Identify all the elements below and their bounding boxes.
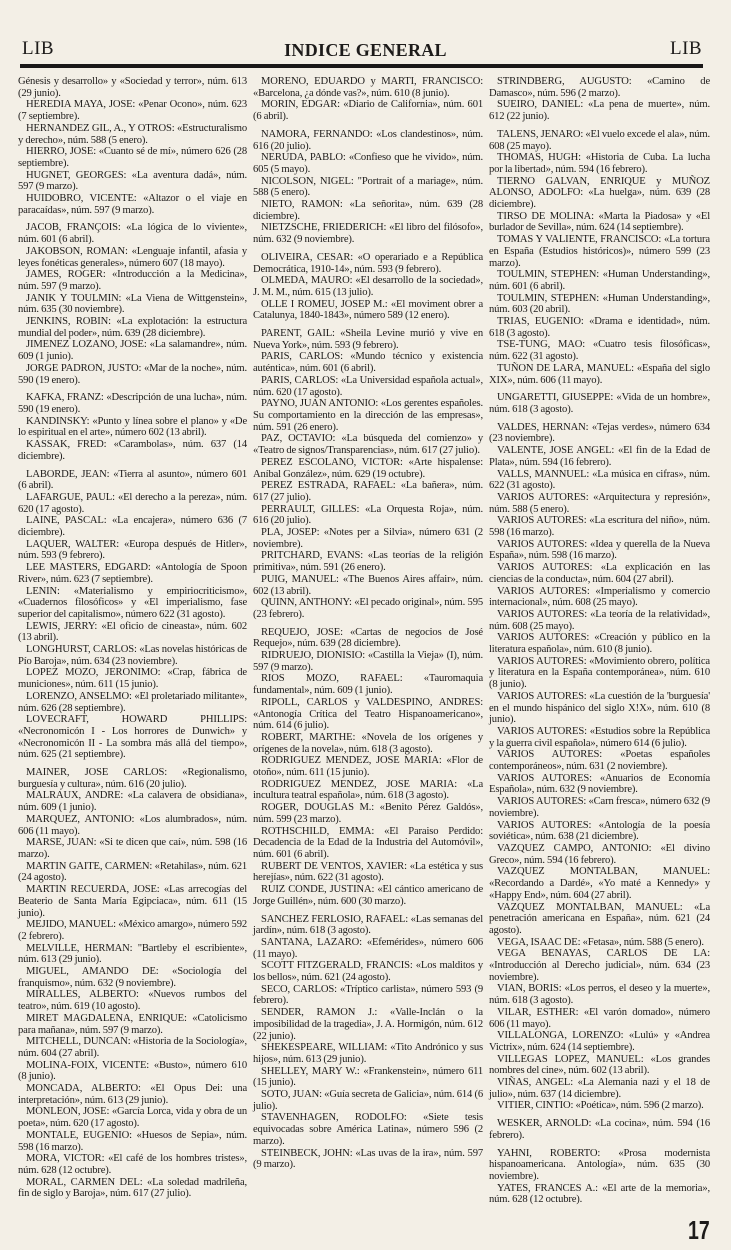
index-entry: WESKER, ARNOLD: «La cocina», núm. 594 (16 febrero). bbox=[489, 1118, 710, 1141]
index-entry: MORIN, EDGAR: «Diario de California», núm. 601 (6 abril). bbox=[253, 99, 483, 123]
index-entry: PAYNO, JUAN ANTONIO: «Los gerentes españoles. Su comportamiento en la dirección de las empresas», núm. 591 (26 enero). bbox=[253, 398, 483, 433]
letter-group bbox=[18, 767, 247, 1200]
index-entry: RIOS MOZO, RAFAEL: «Tauromaquia fundamental», núm. 609 (1 junio). bbox=[253, 673, 483, 697]
index-entry: NICOLSON, NIGEL: "Portrait of a mariage», núm. 588 (5 enero). bbox=[253, 175, 483, 199]
letter-group bbox=[253, 252, 483, 322]
letter-group bbox=[18, 76, 247, 216]
index-entry: PARIS, CARLOS: «La Universidad española actual», núm. 620 (17 agosto). bbox=[253, 374, 483, 398]
index-entry: Génesis y desarrollo» y «Sociedad y terror», núm. 613 (29 junio). bbox=[18, 76, 247, 99]
index-entry: STAVENHAGEN, RODOLFO: «Siete tesis equivocadas sobre América Latina», número 596 (2 marzo). bbox=[253, 1112, 483, 1147]
index-entry: LENIN: «Materialismo y empiriocriticismo», «Cuadernos filosóficos» y «El imperialismo, fase superior del capitalismo», número 622 (31 agosto). bbox=[18, 585, 247, 620]
index-entry: LEWIS, JERRY: «El oficio de cineasta», núm. 602 (13 abril). bbox=[18, 620, 247, 644]
index-entry: ROBERT, MARTHE: «Novela de los orígenes y orígenes de la novela», núm. 618 (3 agosto). bbox=[253, 731, 483, 755]
index-entry: VARIOS AUTORES: «Creación y público en la literatura española», núm. 610 (8 junio). bbox=[489, 632, 710, 656]
letter-group bbox=[489, 422, 710, 1112]
index-entry: VEGA BENAYAS, CARLOS DE LA: «Introducción al Derecho judicial», núm. 634 (23 noviembre). bbox=[489, 948, 710, 983]
index-entry: VAZQUEZ MONTALBAN, MANUEL: «La penetración americana en España», núm. 621 (24 agosto). bbox=[489, 901, 710, 936]
index-entry: SENDER, RAMON J.: «Valle-Inclán o la imposibilidad de la tragedia», J. A. Hormigón, núm. 612 (22 junio). bbox=[253, 1007, 483, 1042]
index-entry: MALRAUX, ANDRE: «La calavera de obsidiana», núm. 609 (1 junio). bbox=[18, 790, 247, 814]
index-entry: VARIOS AUTORES: «Estudios sobre la República y la guerra civil española», número 614 (6 julio). bbox=[489, 725, 710, 749]
index-entry: TIRSO DE MOLINA: «Marta la Piadosa» y «El burlador de Sevilla», núm. 624 (14 septiembre). bbox=[489, 210, 710, 234]
index-entry: TIERNO GALVAN, ENRIQUE y MUÑOZ ALONSO, ADOLFO: «La huelga», núm. 639 (28 diciembre). bbox=[489, 175, 710, 211]
index-entry: VALENTE, JOSE ANGEL: «El fin de la Edad de Plata», núm. 594 (16 febrero). bbox=[489, 445, 710, 468]
letter-group bbox=[253, 914, 483, 1171]
index-entry: UNGARETTI, GIUSEPPE: «Vida de un hombre», núm. 618 (3 agosto). bbox=[489, 392, 710, 415]
index-entry: PARIS, CARLOS: «Mundo técnico y existencia auténtica», núm. 601 (6 abril). bbox=[253, 351, 483, 375]
letter-group bbox=[489, 76, 710, 123]
letter-group bbox=[253, 328, 483, 621]
index-entry: MARSE, JUAN: «Si te dicen que caí», núm. 598 (16 marzo). bbox=[18, 837, 247, 860]
index-entry: JANIK Y TOULMIN: «La Viena de Wittgenstein», núm. 635 (30 noviembre). bbox=[18, 292, 247, 316]
letter-group bbox=[253, 129, 483, 246]
index-entry: VARIOS AUTORES: «Antología de la poesía soviética», núm. 638 (21 diciembre). bbox=[489, 819, 710, 843]
index-entry: VARIOS AUTORES: «Anuarios de Economía Española», núm. 632 (9 noviembre). bbox=[489, 772, 710, 796]
index-entry: MORENO, EDUARDO y MARTI, FRANCISCO: «Barcelona, ¿a dónde vas?», núm. 610 (8 junio). bbox=[253, 76, 483, 99]
letter-group bbox=[253, 76, 483, 123]
index-entry: RIPOLL, CARLOS y VALDESPINO, ANDRES: «Antonogía Crítica del Teatro Hispanoamericano», núm. 614 (6 julio). bbox=[253, 696, 483, 732]
index-entry: MORAL, CARMEN DEL: «La soledad madrileña, fin de siglo y Baroja», núm. 617 (27 julio). bbox=[18, 1176, 247, 1200]
index-entry: TUÑON DE LARA, MANUEL: «España del siglo XIX», núm. 606 (11 mayo). bbox=[489, 362, 710, 386]
index-entry: YAHNI, ROBERTO: «Prosa modernista hispanoamericana. Antología», núm. 635 (30 noviembre). bbox=[489, 1147, 710, 1182]
index-entry: MONTALE, EUGENIO: «Huesos de Sepia», núm. 598 (16 marzo). bbox=[18, 1129, 247, 1153]
index-entry: RIDRUEJO, DIONISIO: «Castilla la Vieja» (I), núm. 597 (9 marzo). bbox=[253, 650, 483, 673]
index-entry: PUIG, MANUEL: «The Buenos Aires affair», núm. 602 (13 abril). bbox=[253, 573, 483, 597]
letter-group bbox=[489, 392, 710, 415]
index-entry: MORA, VICTOR: «El café de los hombres tristes», núm. 628 (12 octubre). bbox=[18, 1153, 247, 1176]
index-entry: STRINDBERG, AUGUSTO: «Camino de Damasco», núm. 596 (2 marzo). bbox=[489, 76, 710, 99]
index-entry: PERRAULT, GILLES: «La Orquesta Roja», núm. 616 (20 julio). bbox=[253, 503, 483, 527]
letter-group bbox=[18, 222, 247, 386]
index-entry: KASSAK, FRED: «Carambolas», núm. 637 (14 diciembre). bbox=[18, 439, 247, 462]
index-entry: TOULMIN, STEPHEN: «Human Understanding», núm. 601 (6 abril). bbox=[489, 269, 710, 292]
index-entry: LAINE, PASCAL: «La encajera», número 636 (7 diciembre). bbox=[18, 515, 247, 539]
index-entry: VARIOS AUTORES: «La teoría de la relatividad», núm. 608 (25 mayo). bbox=[489, 608, 710, 632]
index-entry: QUINN, ANTHONY: «El pecado original», núm. 595 (23 febrero). bbox=[253, 597, 483, 620]
running-head-left: LIB bbox=[22, 38, 55, 59]
index-entry: SANTANA, LAZARO: «Efemérides», número 606 (11 mayo). bbox=[253, 936, 483, 960]
index-entry: LAFARGUE, PAUL: «El derecho a la pereza», núm. 620 (17 agosto). bbox=[18, 491, 247, 515]
index-entry: LAQUER, WALTER: «Europa después de Hitler», núm. 593 (9 febrero). bbox=[18, 538, 247, 562]
index-entry: HUGNET, GEORGES: «La aventura dadá», núm. 597 (9 marzo). bbox=[18, 169, 247, 193]
index-entry: JAMES, ROGER: «Introducción a la Medicina», núm. 597 (9 marzo). bbox=[18, 269, 247, 292]
index-entry: VIÑAS, ANGEL: «La Alemania nazi y el 18 de julio», núm. 637 (14 diciembre). bbox=[489, 1077, 710, 1100]
index-entry: JORGE PADRON, JUSTO: «Mar de la noche», núm. 590 (19 enero). bbox=[18, 362, 247, 386]
index-entry: RUBERT DE VENTOS, XAVIER: «La estética y sus herejías», núm. 622 (31 agosto). bbox=[253, 860, 483, 884]
index-entry: HEREDIA MAYA, JOSE: «Penar Ocono», núm. 623 (7 septiembre). bbox=[18, 99, 247, 123]
index-entry: SANCHEZ FERLOSIO, RAFAEL: «Las semanas del jardín», núm. 618 (3 agosto). bbox=[253, 913, 483, 937]
index-entry: VARIOS AUTORES: «Imperialismo y comercio internacional», núm. 608 (25 mayo). bbox=[489, 585, 710, 609]
index-entry: RODRIGUEZ MENDEZ, JOSE MARIA: «Flor de otoño», núm. 611 (15 junio). bbox=[253, 755, 483, 779]
index-entry: JIMENEZ LOZANO, JOSE: «La salamandre», núm. 609 (1 junio). bbox=[18, 339, 247, 363]
index-entry: OLIVEIRA, CESAR: «O operariado e a República Democrática, 1910-14», núm. 593 (9 febrero). bbox=[253, 251, 483, 275]
index-entry: RODRIGUEZ MENDEZ, JOSE MARIA: «La incultura teatral española», núm. 618 (3 agosto). bbox=[253, 778, 483, 802]
index-entry: MAINER, JOSE CARLOS: «Regionalismo, burguesía y cultura», núm. 616 (20 julio). bbox=[18, 767, 247, 790]
index-entry: JAKOBSON, ROMAN: «Lenguaje infantil, afasia y leyes fonéticas generales», número 607 (18 mayo). bbox=[18, 245, 247, 269]
index-entry: STEINBECK, JOHN: «Las uvas de la ira», núm. 597 (9 marzo). bbox=[253, 1147, 483, 1171]
index-entry: SOTO, JUAN: «Guía secreta de Galicia», núm. 614 (6 julio). bbox=[253, 1089, 483, 1112]
index-entry: MITCHELL, DUNCAN: «Historia de la Sociología», núm. 604 (27 abril). bbox=[18, 1036, 247, 1059]
index-entry: MEJIDO, MANUEL: «México amargo», número 592 (2 febrero). bbox=[18, 919, 247, 942]
index-entry: TALENS, JENARO: «El vuelo excede el ala», núm. 608 (25 mayo). bbox=[489, 128, 710, 152]
index-entry: NAMORA, FERNANDO: «Los clandestinos», núm. 616 (20 julio). bbox=[253, 128, 483, 152]
index-entry: VILAR, ESTHER: «El varón domado», número 606 (11 mayo). bbox=[489, 1006, 710, 1030]
index-entry: VARIOS AUTORES: «La escritura del niño», núm. 598 (16 marzo). bbox=[489, 515, 710, 539]
index-entry: TSE-TUNG, MAO: «Cuatro tesis filosóficas», núm. 622 (31 agosto). bbox=[489, 339, 710, 363]
running-head-right: LIB bbox=[670, 38, 703, 59]
index-entry: HUIDOBRO, VICENTE: «Altazor o el viaje en paracaídas», núm. 597 (9 marzo). bbox=[18, 193, 247, 216]
index-entry: ROTHSCHILD, EMMA: «El Paraiso Perdido: Decadencia de la Edad de la Industria del Automóvil», núm. 601 (6 abril). bbox=[253, 825, 483, 860]
index-entry: MIRALLES, ALBERTO: «Nuevos rumbos del teatro», núm. 619 (10 agosto). bbox=[18, 989, 247, 1013]
index-entry: VAZQUEZ CAMPO, ANTONIO: «El divino Greco», núm. 594 (16 febrero). bbox=[489, 843, 710, 866]
index-entry: LOPEZ MOZO, JERONIMO: «Crap, fábrica de municiones», núm. 611 (15 junio). bbox=[18, 667, 247, 691]
index-entry: MIRET MAGDALENA, ENRIQUE: «Catolicismo para mañana», núm. 597 (9 marzo). bbox=[18, 1012, 247, 1036]
index-entry: THOMAS, HUGH: «Historia de Cuba. La lucha por la libertad», núm. 594 (16 febrero). bbox=[489, 152, 710, 175]
index-entry: PARENT, GAIL: «Sheila Levine murió y vive en Nueva York», núm. 593 (9 febrero). bbox=[253, 328, 483, 351]
index-entry: JENKINS, ROBIN: «La explotación: la estructura mundial del poder», núm. 639 (28 diciembre). bbox=[18, 316, 247, 339]
index-column-1 bbox=[18, 76, 247, 1206]
index-entry: LONGHURST, CARLOS: «Las novelas históricas de Pío Baroja», núm. 634 (23 noviembre). bbox=[18, 644, 247, 667]
index-entry: YATES, FRANCES A.: «El arte de la memoria», núm. 628 (12 octubre). bbox=[489, 1182, 710, 1206]
index-entry: OLLE I ROMEU, JOSEP M.: «El moviment obrer a Catalunya, 1840-1843», número 589 (12 enero). bbox=[253, 298, 483, 322]
letter-group bbox=[489, 1118, 710, 1141]
index-entry: VAZQUEZ MONTALBAN, MANUEL: «Recordando a Dardé», «Yo maté a Kennedy» y «Happy End», núm. 604 (27 abril). bbox=[489, 866, 710, 901]
index-entry: VARIOS AUTORES: «Poetas españoles contemporáneos», núm. 631 (2 noviembre). bbox=[489, 749, 710, 773]
index-entry: VARIOS AUTORES: «Idea y querella de la Nueva España», núm. 598 (16 marzo). bbox=[489, 538, 710, 562]
index-entry: SUEIRO, DANIEL: «La pena de muerte», núm. 612 (22 junio). bbox=[489, 99, 710, 123]
page-number: 17 bbox=[688, 1215, 710, 1245]
index-entry: MOLINA-FOIX, VICENTE: «Busto», número 610 (8 junio). bbox=[18, 1059, 247, 1083]
index-entry: MELVILLE, HERMAN: "Bartleby el escribiente», núm. 613 (29 junio). bbox=[18, 942, 247, 966]
letter-group bbox=[18, 469, 247, 762]
index-column-3 bbox=[489, 76, 710, 1212]
index-entry: REQUEJO, JOSE: «Cartas de negocios de José Requejo», núm. 639 (28 diciembre). bbox=[253, 626, 483, 650]
index-entry: VIAN, BORIS: «Los perros, el deseo y la muerte», núm. 618 (3 agosto). bbox=[489, 983, 710, 1007]
index-entry: TOMAS Y VALIENTE, FRANCISCO: «La tortura en España (Estudios históricos)», número 599 (23 marzo). bbox=[489, 234, 710, 269]
index-entry: KAFKA, FRANZ: «Descripción de una lucha», núm. 590 (19 enero). bbox=[18, 392, 247, 415]
index-entry: VARIOS AUTORES: «La explicación en las ciencias de la conducta», núm. 604 (27 abril). bbox=[489, 562, 710, 585]
index-entry: RUIZ CONDE, JUSTINA: «El cántico americano de Jorge Guillén», núm. 600 (30 marzo). bbox=[253, 884, 483, 907]
index-entry: LOVECRAFT, HOWARD PHILLIPS: «Necronomicón I - Los horrores de Dunwich» y «Necronomicón II - La sombra más allá del tiempo», núm. 625 (21 septiembre). bbox=[18, 714, 247, 761]
index-entry: NIETO, RAMON: «La señorita», núm. 639 (28 diciembre). bbox=[253, 199, 483, 222]
header-rule bbox=[20, 64, 703, 68]
index-entry: VILLALONGA, LORENZO: «Lulú» y «Andrea Victrix», núm. 624 (14 septiembre). bbox=[489, 1030, 710, 1053]
index-entry: VITIER, CINTIO: «Poética», núm. 596 (2 marzo). bbox=[497, 1100, 704, 1112]
index-entry: MONCADA, ALBERTO: «El Opus Dei: una interpretación», núm. 613 (29 junio). bbox=[18, 1083, 247, 1106]
index-entry: VILLEGAS LOPEZ, MANUEL: «Los grandes nombres del cine», núm. 602 (13 abril). bbox=[489, 1053, 710, 1077]
letter-group bbox=[18, 392, 247, 462]
index-entry: PEREZ ESCOLANO, VICTOR: «Arte hispalense: Aníbal González», núm. 629 (19 octubre). bbox=[253, 456, 483, 480]
index-entry: PAZ, OCTAVIO: «La búsqueda del comienzo» y «Teatro de signos/Transparencias», núm. 617 (27 julio). bbox=[253, 433, 483, 457]
index-entry: HIERRO, JOSE: «Cuanto sé de mí», número 626 (28 septiembre). bbox=[18, 146, 247, 169]
index-entry: TOULMIN, STEPHEN: «Human Understanding», núm. 603 (20 abril). bbox=[489, 292, 710, 316]
index-entry: KANDINSKY: «Punto y línea sobre el plano» y «De lo espiritual en el arte», número 602 (13 abril). bbox=[18, 415, 247, 439]
index-entry: SHEKESPEARE, WILLIAM: «Tito Andrónico y sus hijos», núm. 613 (29 junio). bbox=[253, 1042, 483, 1065]
index-entry: MARTIN GAITE, CARMEN: «Retahilas», núm. 621 (24 agosto). bbox=[18, 860, 247, 884]
index-entry: PLA, JOSEP: «Notes per a Silvia», número 631 (2 noviembre). bbox=[253, 527, 483, 550]
index-entry: SECO, CARLOS: «Tríptico carlista», número 593 (9 febrero). bbox=[253, 983, 483, 1007]
index-column-2 bbox=[253, 76, 483, 1177]
index-entry: OLMEDA, MAURO: «El desarrollo de la sociedad», J. M. M., núm. 615 (13 julio). bbox=[253, 275, 483, 298]
index-entry: NIETZSCHE, FRIEDERICH: «El libro del filósofo», núm. 632 (9 noviembre). bbox=[253, 222, 483, 246]
index-entry: MARTIN RECUERDA, JOSE: «Las arrecogías del Beaterio de Santa María Egipciaca», núm. 611 (15 junio). bbox=[18, 884, 247, 919]
index-entry: SHELLEY, MARY W.: «Frankenstein», número 611 (15 junio). bbox=[253, 1065, 483, 1089]
index-entry: NERUDA, PABLO: «Confieso que he vivido», núm. 605 (5 mayo). bbox=[253, 152, 483, 175]
index-entry: VALLS, MANNUEL: «La música en cifras», núm. 622 (31 agosto). bbox=[489, 468, 710, 492]
index-entry: LEE MASTERS, EDGARD: «Antología de Spoon River», núm. 623 (7 septiembre). bbox=[18, 562, 247, 585]
index-entry: ROGER, DOUGLAS M.: «Benito Pérez Galdós», núm. 599 (23 marzo). bbox=[253, 802, 483, 825]
index-entry: MONLEON, JOSE: «García Lorca, vida y obra de un poeta», núm. 620 (17 agosto). bbox=[18, 1106, 247, 1130]
index-entry: VARIOS AUTORES: «Carn fresca», número 632 (9 noviembre). bbox=[489, 796, 710, 819]
index-entry: LORENZO, ANSELMO: «El proletariado militante», núm. 626 (28 septiembre). bbox=[18, 690, 247, 714]
index-entry: VARIOS AUTORES: «Movimiento obrero, política y literatura en la España contemporánea», núm. 610 (8 junio). bbox=[489, 655, 710, 691]
index-entry: MIGUEL, AMANDO DE: «Sociología del franquismo», núm. 632 (9 noviembre). bbox=[18, 966, 247, 989]
letter-group bbox=[253, 627, 483, 908]
index-entry: VEGA, ISAAC DE: «Fetasa», núm. 588 (5 enero). bbox=[497, 936, 704, 948]
letter-group bbox=[489, 129, 710, 386]
index-entry: VARIOS AUTORES: «La cuestión de la 'burguesía' en el mundo hispánico del siglo X!X», núm. 610 (8 junio). bbox=[489, 690, 710, 726]
index-entry: PEREZ ESTRADA, RAFAEL: «La bañera», núm. 617 (27 julio). bbox=[253, 480, 483, 503]
index-entry: TRIAS, EUGENIO: «Drama e identidad», núm. 618 (3 agosto). bbox=[489, 316, 710, 339]
index-entry: VARIOS AUTORES: «Arquitectura y represión», núm. 588 (5 enero). bbox=[489, 491, 710, 515]
letter-group bbox=[489, 1148, 710, 1207]
index-entry: MARQUEZ, ANTONIO: «Los alumbrados», núm. 606 (11 mayo). bbox=[18, 813, 247, 837]
index-entry: JACOB, FRANÇOIS: «La lógica de lo viviente», núm. 601 (6 abril). bbox=[18, 222, 247, 246]
index-entry: HERNANDEZ GIL, A., Y OTROS: «Estructuralismo y derecho», núm. 588 (5 enero). bbox=[18, 122, 247, 146]
index-entry: VALDES, HERNAN: «Tejas verdes», número 634 (23 noviembre). bbox=[489, 421, 710, 445]
index-entry: SCOTT FITZGERALD, FRANCIS: «Los malditos y los bellos», núm. 621 (24 agosto). bbox=[253, 960, 483, 984]
page-title: INDICE GENERAL bbox=[284, 40, 447, 60]
index-entry: LABORDE, JEAN: «Tierra al asunto», número 601 (6 abril). bbox=[18, 468, 247, 492]
index-entry: PRITCHARD, EVANS: «Las teorías de la religión primitiva», núm. 591 (26 enero). bbox=[253, 550, 483, 574]
